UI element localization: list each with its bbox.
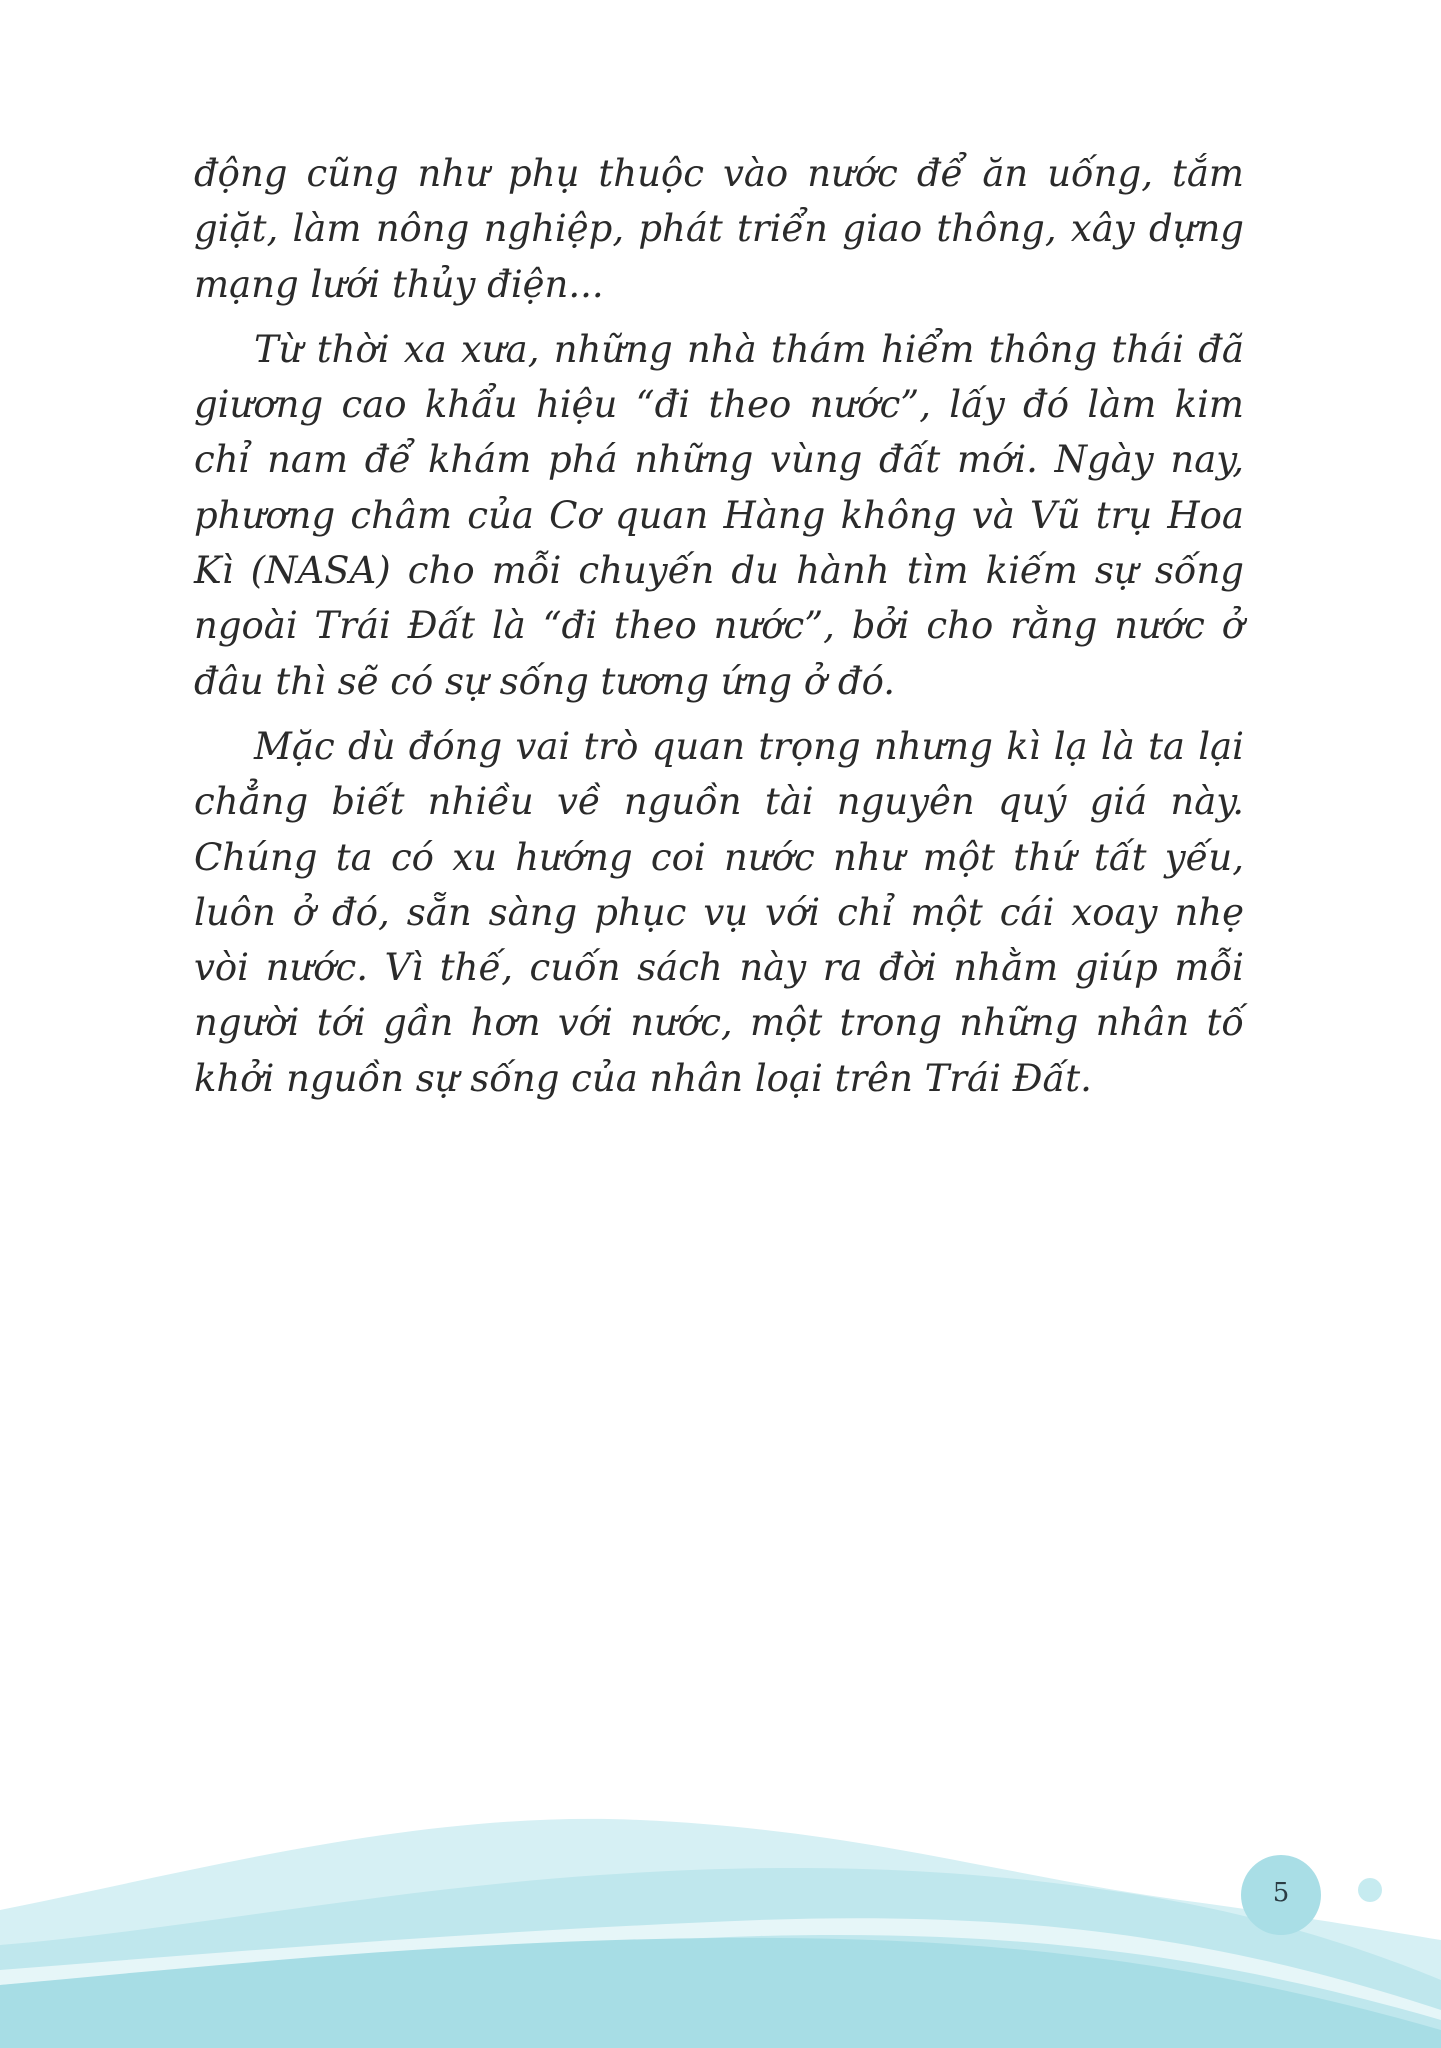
body-text <box>194 146 1244 1106</box>
page-number: 5 <box>1272 1878 1290 1908</box>
paragraph-explorers: Từ thời xa xưa, những nhà thám hiểm thông thái đã giương cao khẩu hiệu “đi theo nước”, lấy đó làm kim chỉ nam để khám phá những vùng đất mới. Ngày nay, phương châm của Cơ quan Hàng không và Vũ trụ Hoa Kì (NASA) cho mỗi chuyến du hành tìm kiếm sự sống ngoài Trái Đất là “đi theo nước”, bởi cho rằng nước ở đâu thì sẽ có sự sống tương ứng ở đó. <box>194 327 1244 703</box>
paragraph-continued: động cũng như phụ thuộc vào nước để ăn uống, tắm giặt, làm nông nghiệp, phát triển giao thông, xây dựng mạng lưới thủy điện... <box>194 152 1244 306</box>
water-wave-decoration <box>0 1780 1441 2048</box>
bubble-decoration <box>1358 1878 1382 1902</box>
paragraph-book-purpose: Mặc dù đóng vai trò quan trọng nhưng kì lạ là ta lại chẳng biết nhiều về nguồn tài nguyên quý giá này. Chúng ta có xu hướng coi nước như một thứ tất yếu, luôn ở đó, sẵn sàng phục vụ với chỉ một cái xoay nhẹ vòi nước. Vì thế, cuốn sách này ra đời nhằm giúp mỗi người tới gần hơn với nước, một trong những nhân tố khởi nguồn sự sống của nhân loại trên Trái Đất. <box>194 724 1244 1100</box>
